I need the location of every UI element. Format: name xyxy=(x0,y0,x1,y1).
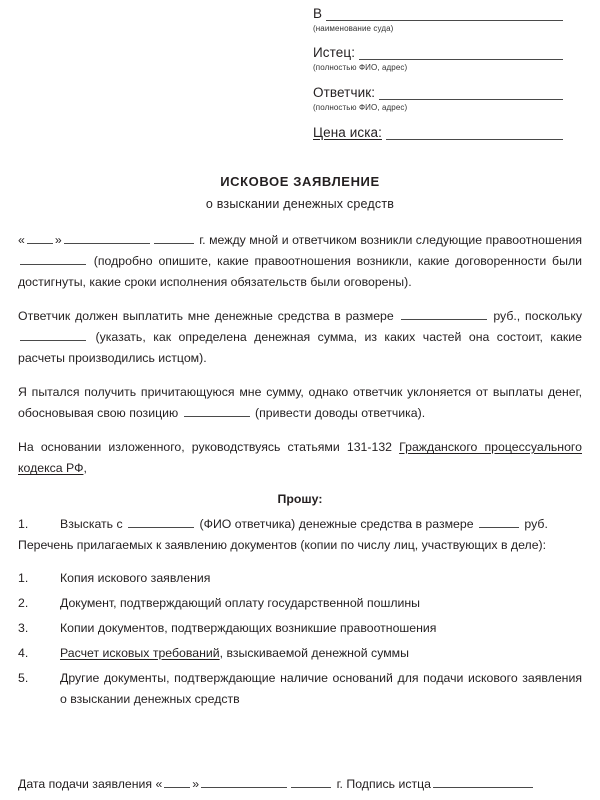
list-item xyxy=(18,643,582,664)
document-body xyxy=(18,230,582,714)
signature-blank[interactable] xyxy=(433,776,533,788)
defendant-name-blank[interactable] xyxy=(128,516,194,528)
plaintiff-fill-line[interactable] xyxy=(359,48,563,60)
court-label: В xyxy=(313,6,323,21)
quote-open: « xyxy=(18,233,25,247)
list-item xyxy=(18,593,582,614)
relations-blank[interactable] xyxy=(20,253,86,265)
attachments-list xyxy=(18,568,582,710)
year-suffix: г. xyxy=(336,777,343,791)
defendant-label: Ответчик: xyxy=(313,85,376,100)
paragraph-amount-text-3: (указать, как определена денежная сумма, из каких частей она состоит, какие расчеты производились истцом). xyxy=(18,330,583,365)
court-fill-line[interactable] xyxy=(326,9,563,21)
paragraph-amount-text-2: руб., поскольку xyxy=(493,309,583,323)
amount-blank[interactable] xyxy=(401,308,487,320)
attachments-intro: Перечень прилагаемых к заявлению документов (копии по числу лиц, участвующих в деле): xyxy=(18,538,547,552)
claim-price-fill-line[interactable] xyxy=(386,128,563,140)
request-item-text-1: Взыскать с xyxy=(60,517,123,531)
paragraph-attempt xyxy=(18,382,582,424)
request-item-number: 1. xyxy=(18,517,29,531)
paragraph-relations xyxy=(18,230,582,293)
list-item-number: 5. xyxy=(18,671,29,685)
list-item-number: 1. xyxy=(18,571,29,585)
request-item-row xyxy=(18,514,582,535)
addressee-header-block xyxy=(313,6,563,140)
footer-month-blank[interactable] xyxy=(201,776,287,788)
list-item-label xyxy=(60,643,582,664)
paragraph-attempt-text-2: (привести доводы ответчика). xyxy=(255,406,426,420)
plaintiff-label: Истец: xyxy=(313,45,356,60)
plaintiff-caption: (полностью ФИО, адрес) xyxy=(313,63,408,72)
claim-price-label: Цена иска: xyxy=(313,125,382,140)
paragraph-amount xyxy=(18,306,582,369)
footer-quote-close: » xyxy=(192,777,200,791)
reason-blank[interactable] xyxy=(20,329,86,341)
paragraph-relations-text-2: (подробно опишите, какие правоотношения возникли, какие договоренности были достигнуты, какие сроки исполнения обязательств были оговорены). xyxy=(18,254,582,289)
date-label: Дата подачи заявления xyxy=(18,777,153,791)
month-blank[interactable] xyxy=(64,232,150,244)
legal-code-link[interactable]: Гражданского процессуального кодекса РФ xyxy=(18,440,582,475)
footer-quote-open: « xyxy=(155,777,163,791)
paragraph-relations-text-1: г. между мной и ответчиком возникли следующие правоотношения xyxy=(199,233,582,247)
paragraph-legal-basis xyxy=(18,437,582,479)
defendant-caption: (полностью ФИО, адрес) xyxy=(313,103,408,112)
day-blank[interactable] xyxy=(27,232,53,244)
paragraph-amount-text-1: Ответчик должен выплатить мне денежные средства в размере xyxy=(18,309,394,323)
paragraph-legal-basis-text-1: На основании изложенного, руководствуясь статьями 131-132 xyxy=(18,440,393,454)
document-title: ИСКОВОЕ ЗАЯВЛЕНИЕ xyxy=(220,174,380,189)
list-item xyxy=(18,618,582,639)
court-caption: (наименование суда) xyxy=(313,24,394,33)
plaintiff-field-row xyxy=(313,45,563,60)
footer-day-blank[interactable] xyxy=(164,776,190,788)
claim-calculation-link[interactable]: Расчет исковых требований xyxy=(60,646,220,660)
defendant-field-row xyxy=(313,85,563,100)
list-item-number: 3. xyxy=(18,621,29,635)
list-item xyxy=(18,668,582,710)
paragraph-legal-basis-text-2: , xyxy=(83,461,87,475)
request-amount-blank[interactable] xyxy=(479,516,519,528)
list-item-label: Копия искового заявления xyxy=(60,571,211,585)
year-blank[interactable] xyxy=(154,232,194,244)
defendant-fill-line[interactable] xyxy=(379,88,563,100)
footer-year-blank[interactable] xyxy=(291,776,331,788)
list-item-label-rest: , взыскиваемой денежной суммы xyxy=(219,646,409,660)
paragraph-attempt-text-1: Я пытался получить причитающуюся мне сумму, однако ответчик уклоняется от выплаты денег, обосновывая свою позицию xyxy=(18,385,582,420)
request-item-text-3: руб. xyxy=(524,517,548,531)
list-item-label: Копии документов, подтверждающих возникшие правоотношения xyxy=(60,621,437,635)
list-item-number: 4. xyxy=(18,646,29,660)
court-field-row xyxy=(313,6,563,21)
list-item-label: Другие документы, подтверждающие наличие оснований для подачи искового заявления о взыскании денежных средств xyxy=(60,671,582,706)
list-item xyxy=(18,568,582,589)
request-item-text-2: (ФИО ответчика) денежные средства в размере xyxy=(199,517,474,531)
request-item-text xyxy=(60,514,582,535)
position-blank[interactable] xyxy=(184,405,250,417)
document-subtitle: о взыскании денежных средств xyxy=(205,197,395,211)
signature-label: Подпись истца xyxy=(346,777,432,791)
quote-close: » xyxy=(54,233,62,247)
list-item-label: Документ, подтверждающий оплату государственной пошлины xyxy=(60,596,420,610)
request-heading: Прошу: xyxy=(277,492,323,506)
claim-price-field-row xyxy=(313,125,563,140)
list-item-number: 2. xyxy=(18,596,29,610)
footer-signature-row xyxy=(18,775,582,793)
